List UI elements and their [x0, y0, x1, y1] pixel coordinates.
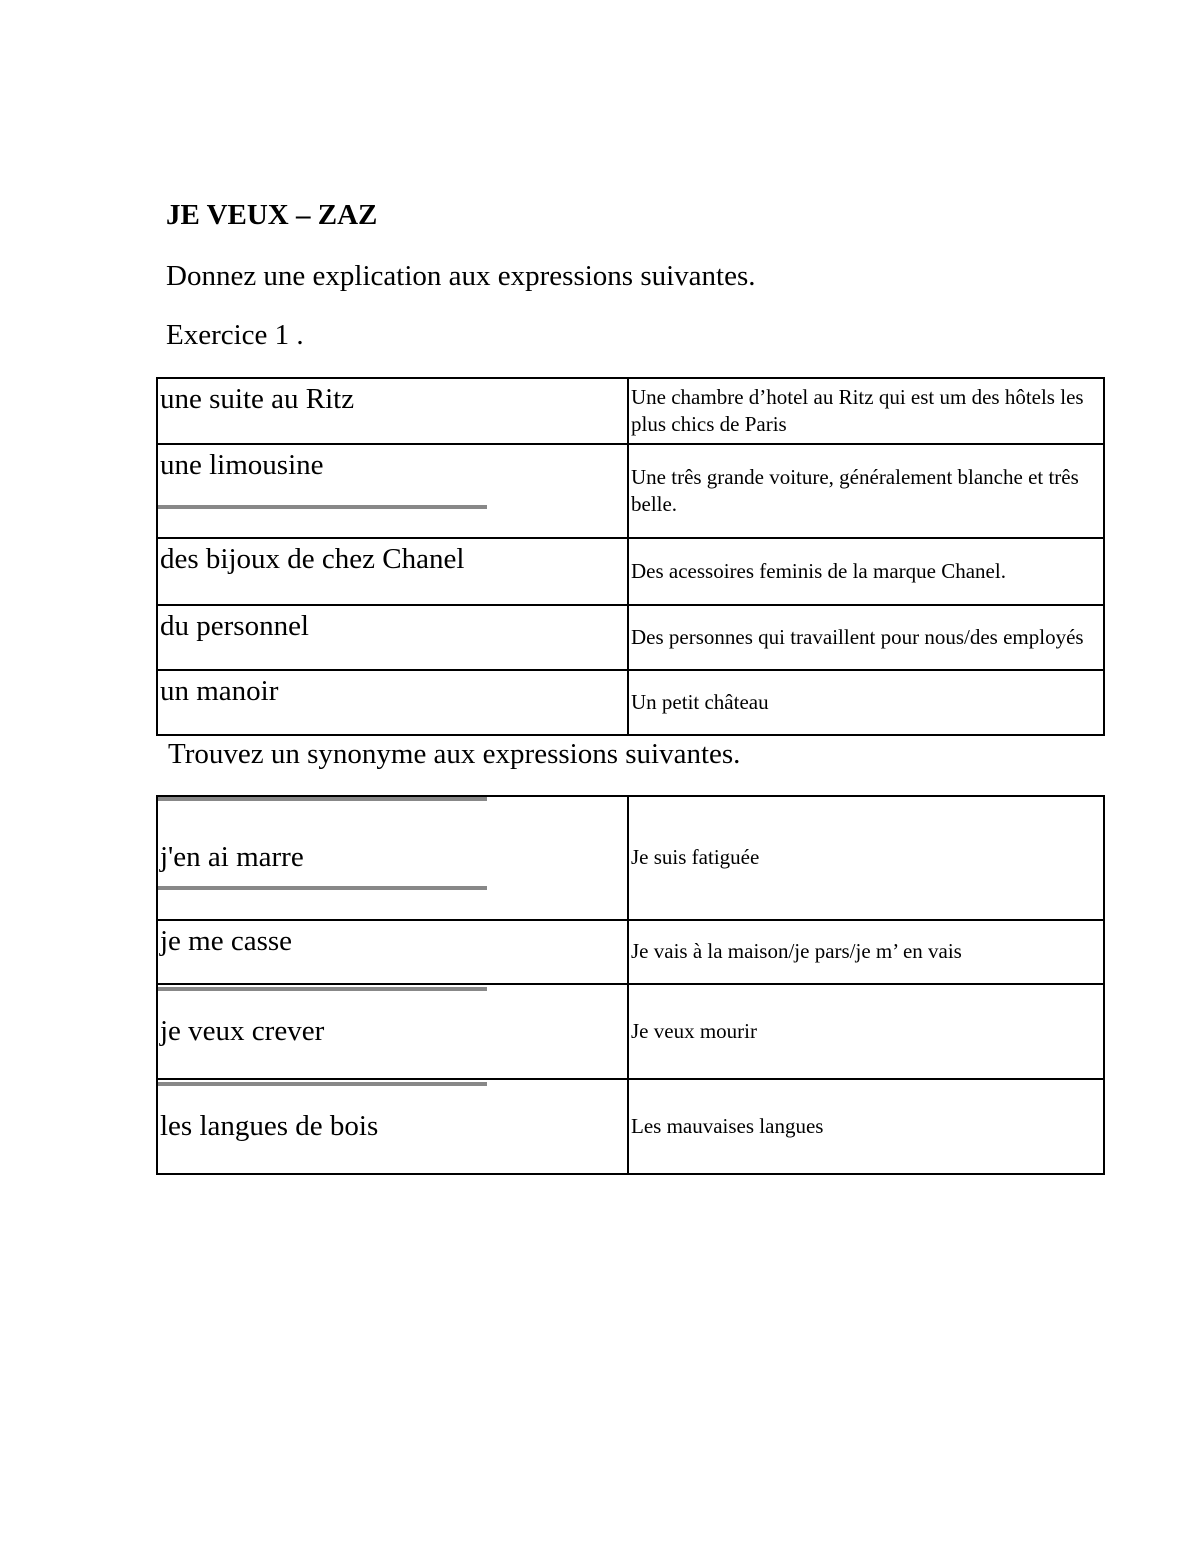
document-title: JE VEUX – ZAZ — [166, 199, 378, 231]
expression-cell — [157, 444, 628, 538]
expression-text: je veux crever — [160, 1014, 325, 1047]
answer-line — [158, 505, 487, 509]
table-row — [157, 670, 1104, 735]
expression-text: une limousine — [160, 449, 324, 481]
definition-cell: Je vais à la maison/je pars/je m’ en vais — [628, 920, 1104, 984]
table-row — [157, 378, 1104, 444]
definition-cell: Des acessoires feminis de la marque Chanel. — [628, 538, 1104, 605]
expressions-explanation-table — [156, 377, 1105, 736]
expression-cell: je me casse — [157, 920, 628, 984]
expressions-synonym-table — [156, 795, 1105, 1175]
table-row — [157, 444, 1104, 538]
definition-cell: Des personnes qui travaillent pour nous/des employés — [628, 605, 1104, 670]
answer-line — [158, 987, 487, 991]
expression-cell — [157, 1079, 628, 1174]
answer-line — [158, 797, 487, 801]
table-row — [157, 538, 1104, 605]
instruction-explanation: Donnez une explication aux expressions suivantes. — [166, 260, 756, 292]
expression-cell: du personnel — [157, 605, 628, 670]
exercise-label: Exercice 1 . — [166, 319, 304, 351]
expression-cell: des bijoux de chez Chanel — [157, 538, 628, 605]
expression-cell — [157, 796, 628, 920]
definition-cell: Je veux mourir — [628, 984, 1104, 1079]
answer-line — [158, 1082, 487, 1086]
table-row — [157, 1079, 1104, 1174]
definition-cell: Un petit château — [628, 670, 1104, 735]
answer-line — [158, 886, 487, 890]
expression-cell: une suite au Ritz — [157, 378, 628, 444]
definition-cell: Je suis fatiguée — [628, 796, 1104, 920]
expression-cell: un manoir — [157, 670, 628, 735]
definition-cell: Une três grande voiture, généralement blanche et três belle. — [628, 444, 1104, 538]
expression-cell — [157, 984, 628, 1079]
definition-cell: Les mauvaises langues — [628, 1079, 1104, 1174]
expression-text: j'en ai marre — [160, 841, 304, 874]
table-row — [157, 984, 1104, 1079]
instruction-synonym: Trouvez un synonyme aux expressions suivantes. — [168, 738, 741, 770]
table-row — [157, 920, 1104, 984]
table-row — [157, 796, 1104, 920]
definition-cell: Une chambre d’hotel au Ritz qui est um des hôtels les plus chics de Paris — [628, 378, 1104, 444]
table-row — [157, 605, 1104, 670]
expression-text: les langues de bois — [160, 1109, 379, 1142]
